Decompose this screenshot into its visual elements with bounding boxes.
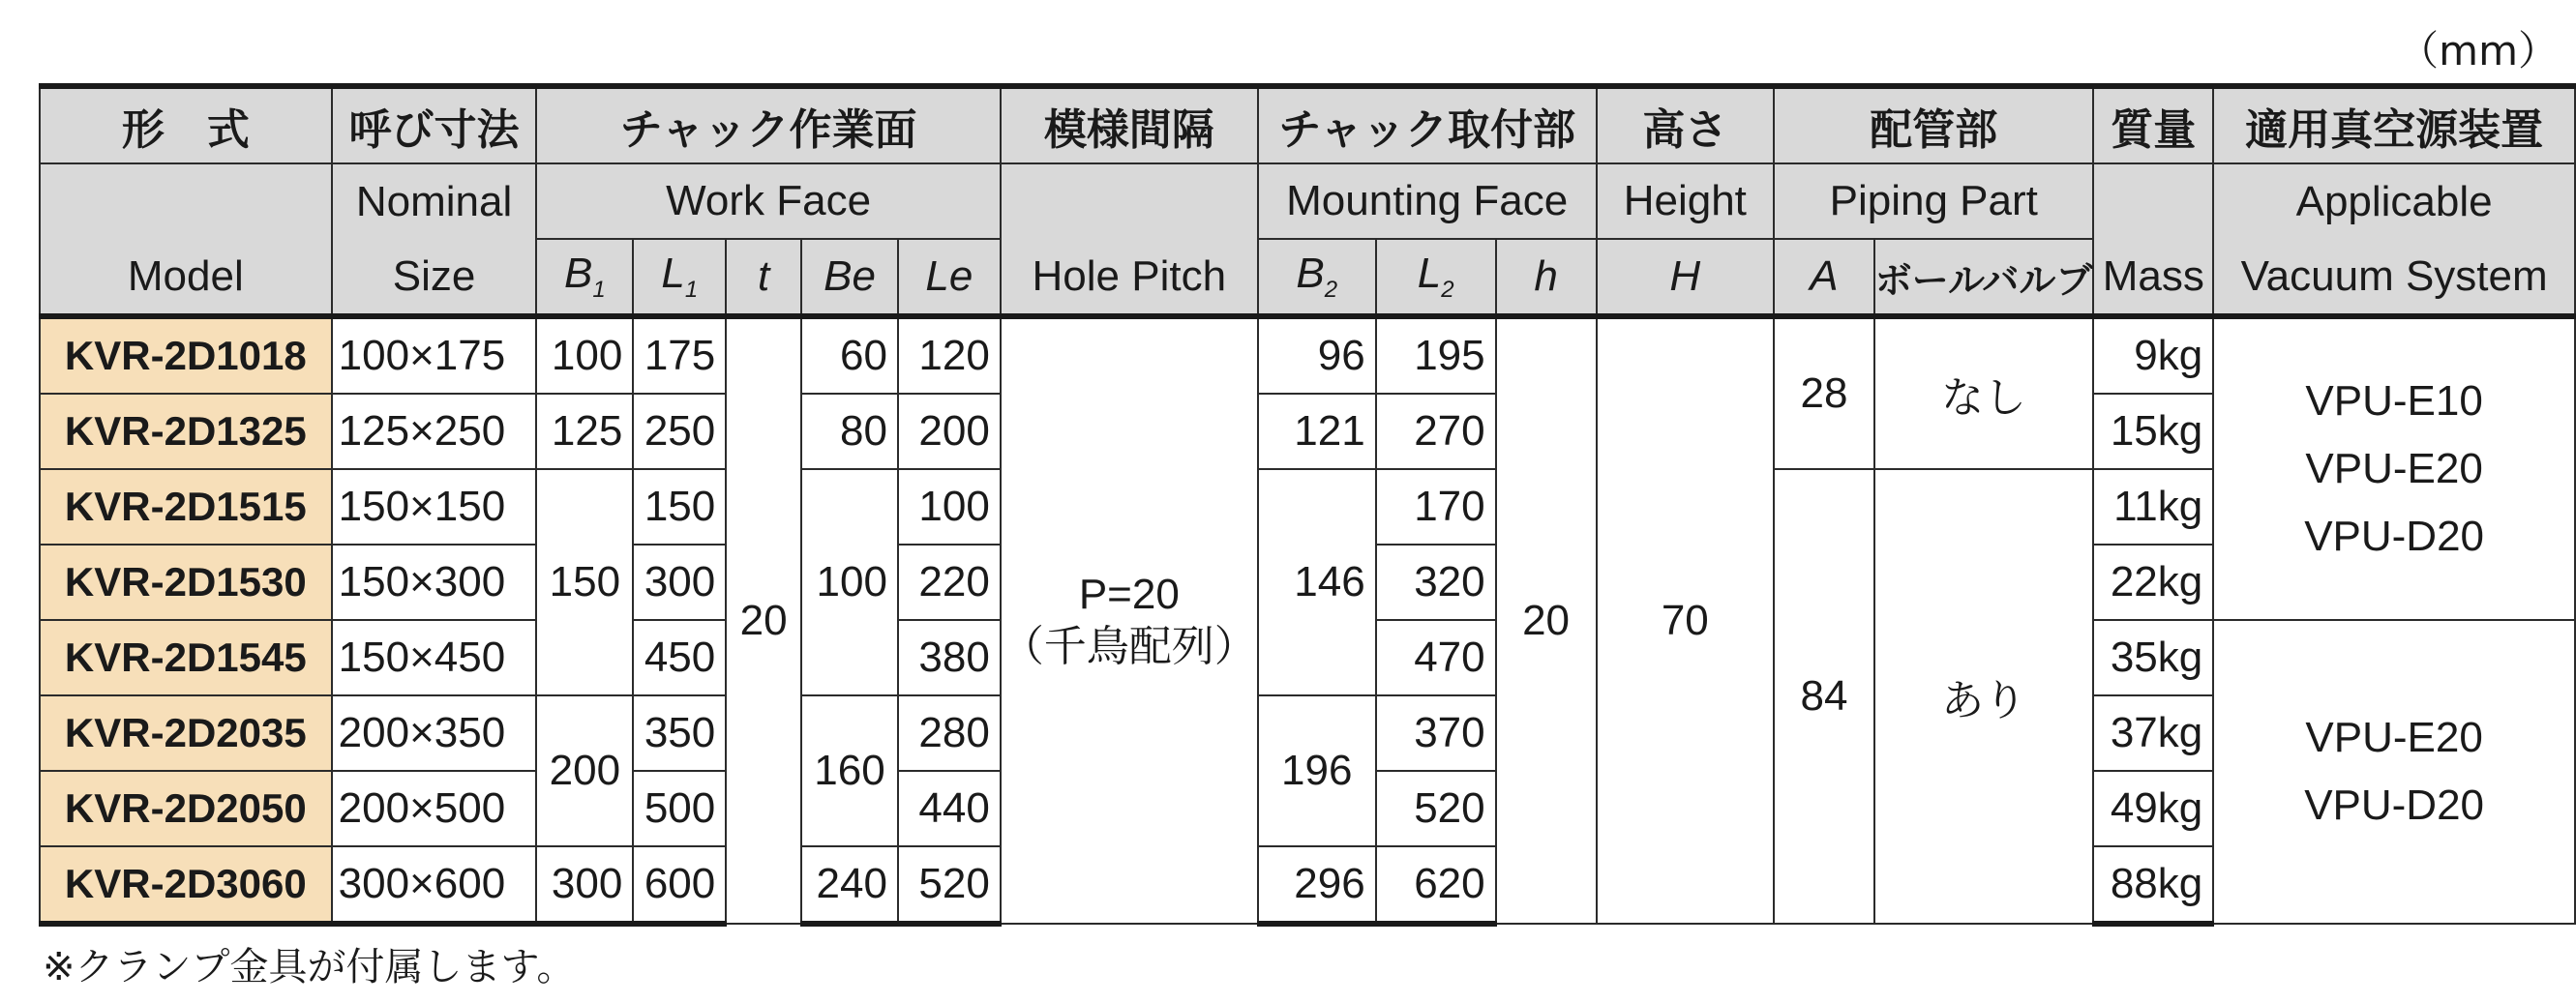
b1-cell-200: 200 — [536, 695, 633, 846]
mass-cell: 88kg — [2093, 846, 2213, 924]
nominal-cell: 300×600 — [332, 846, 537, 924]
valve-yes-cell: あり — [1874, 469, 2094, 924]
model-cell: KVR-2D1325 — [40, 394, 332, 469]
mass-cell: 49kg — [2093, 771, 2213, 846]
a-cell-28: 28 — [1774, 316, 1874, 469]
le-cell: 520 — [898, 846, 1001, 924]
mass-cell: 22kg — [2093, 545, 2213, 620]
mass-cell: 9kg — [2093, 316, 2213, 394]
header-nominal-en2: Size — [332, 239, 537, 316]
header-mass-jp: 質量 — [2093, 86, 2213, 163]
header-be: Be — [801, 239, 898, 316]
header-piping-en: Piping Part — [1774, 163, 2093, 239]
l1-cell: 300 — [633, 545, 726, 620]
header-b2: $B_2$ — [1258, 239, 1376, 316]
table-row — [40, 469, 2575, 545]
model-cell: KVR-2D1530 — [40, 545, 332, 620]
t-cell: 20 — [726, 316, 801, 924]
l2-cell: 195 — [1376, 316, 1496, 394]
vac-item: VPU-E20 — [2305, 714, 2483, 761]
unit-label: （mm） — [2398, 27, 2559, 74]
header-height-en: Height — [1597, 163, 1775, 239]
l2-cell: 320 — [1376, 545, 1496, 620]
nominal-cell: 125×250 — [332, 394, 537, 469]
le-cell: 440 — [898, 771, 1001, 846]
mass-cell: 15kg — [2093, 394, 2213, 469]
header-model-jp: 形 式 — [40, 86, 332, 163]
header-model-spacer — [40, 163, 332, 239]
le-cell: 200 — [898, 394, 1001, 469]
vac-group-1-cell — [2213, 316, 2575, 620]
header-pattern-jp: 模様間隔 — [1001, 86, 1258, 163]
header-mass-en: Mass — [2093, 239, 2213, 316]
header-nominal-jp: 呼び寸法 — [332, 86, 537, 163]
b1-cell: 100 — [536, 316, 633, 394]
vac-item: VPU-D20 — [2304, 513, 2485, 560]
header-H: H — [1597, 239, 1775, 316]
a-cell-84: 84 — [1774, 469, 1874, 924]
header-vac-jp: 適用真空源装置 — [2213, 86, 2575, 163]
mass-cell: 37kg — [2093, 695, 2213, 771]
l1-cell: 600 — [633, 846, 726, 924]
header-l2: $L_2$ — [1376, 239, 1496, 316]
be-cell-100: 100 — [801, 469, 898, 695]
header-vac-en2: Vacuum System — [2213, 239, 2575, 316]
l1-cell: 500 — [633, 771, 726, 846]
b2-cell: 96 — [1258, 316, 1376, 394]
be-cell: 240 — [801, 846, 898, 924]
b1-cell: 300 — [536, 846, 633, 924]
l2-cell: 270 — [1376, 394, 1496, 469]
b2-cell: 296 — [1258, 846, 1376, 924]
h-cell: 20 — [1496, 316, 1597, 924]
be-cell: 80 — [801, 394, 898, 469]
nominal-cell: 100×175 — [332, 316, 537, 394]
footnote: ※クランプ金具が付属します。 — [43, 945, 576, 989]
le-cell: 100 — [898, 469, 1001, 545]
table-row — [40, 695, 2575, 771]
header-row-3 — [40, 239, 2575, 316]
table-row — [40, 316, 2575, 394]
header-t: t — [726, 239, 801, 316]
l2-cell: 370 — [1376, 695, 1496, 771]
l1-cell: 175 — [633, 316, 726, 394]
header-mount-jp: チャック取付部 — [1258, 86, 1597, 163]
vac-item: VPU-E20 — [2305, 445, 2483, 492]
header-workface-en: Work Face — [536, 163, 1000, 239]
model-cell: KVR-2D3060 — [40, 846, 332, 924]
l1-cell: 150 — [633, 469, 726, 545]
b2-cell-146: 146 — [1258, 469, 1376, 695]
header-mass-spacer — [2093, 163, 2213, 239]
l2-cell: 470 — [1376, 620, 1496, 695]
model-cell: KVR-2D2050 — [40, 771, 332, 846]
header-workface-jp: チャック作業面 — [536, 86, 1000, 163]
valve-none-cell: なし — [1874, 316, 2094, 469]
le-cell: 280 — [898, 695, 1001, 771]
hole-pitch-cell — [1001, 316, 1258, 924]
le-cell: 220 — [898, 545, 1001, 620]
be-cell: 60 — [801, 316, 898, 394]
le-cell: 120 — [898, 316, 1001, 394]
nominal-cell: 150×300 — [332, 545, 537, 620]
header-ballvalve: ボールバルブ — [1874, 239, 2094, 316]
nominal-cell: 150×450 — [332, 620, 537, 695]
mass-cell: 11kg — [2093, 469, 2213, 545]
b1-cell-150: 150 — [536, 469, 633, 695]
nominal-cell: 200×500 — [332, 771, 537, 846]
hole-pitch-note: （千鳥配列） — [1001, 623, 1257, 670]
header-pattern-en: Hole Pitch — [1001, 239, 1258, 316]
nominal-cell: 200×350 — [332, 695, 537, 771]
be-cell-160: 160 — [801, 695, 898, 846]
le-cell: 380 — [898, 620, 1001, 695]
l2-cell: 170 — [1376, 469, 1496, 545]
header-b1: $B_1$ — [536, 239, 633, 316]
header-piping-jp: 配管部 — [1774, 86, 2093, 163]
model-cell: KVR-2D1545 — [40, 620, 332, 695]
header-height-jp: 高さ — [1597, 86, 1775, 163]
header-row-2 — [40, 163, 2575, 239]
nominal-cell: 150×150 — [332, 469, 537, 545]
header-nominal-en1: Nominal — [332, 163, 537, 239]
model-cell: KVR-2D1018 — [40, 316, 332, 394]
model-cell: KVR-2D1515 — [40, 469, 332, 545]
header-le: Le — [898, 239, 1001, 316]
vac-group-2-cell — [2213, 620, 2575, 924]
header-vac-en1: Applicable — [2213, 163, 2575, 239]
header-pattern-spacer — [1001, 163, 1258, 239]
header-row-1 — [40, 86, 2575, 163]
header-h: h — [1496, 239, 1597, 316]
table-row — [40, 846, 2575, 924]
b1-cell: 125 — [536, 394, 633, 469]
vac-item: VPU-D20 — [2304, 782, 2485, 829]
hole-pitch-value: P=20 — [1078, 571, 1180, 618]
l1-cell: 350 — [633, 695, 726, 771]
header-model-en: Model — [40, 239, 332, 316]
mass-cell: 35kg — [2093, 620, 2213, 695]
header-mount-en: Mounting Face — [1258, 163, 1597, 239]
header-l1: $L_1$ — [633, 239, 726, 316]
b2-cell: 121 — [1258, 394, 1376, 469]
model-cell: KVR-2D2035 — [40, 695, 332, 771]
table-row — [40, 394, 2575, 469]
height-cell: 70 — [1597, 316, 1775, 924]
l1-cell: 250 — [633, 394, 726, 469]
spec-table — [39, 83, 2576, 927]
l2-cell: 520 — [1376, 771, 1496, 846]
l1-cell: 450 — [633, 620, 726, 695]
header-A: A — [1774, 239, 1874, 316]
vac-item: VPU-E10 — [2305, 377, 2483, 425]
b2-cell-196: 196 — [1258, 695, 1376, 846]
l2-cell: 620 — [1376, 846, 1496, 924]
